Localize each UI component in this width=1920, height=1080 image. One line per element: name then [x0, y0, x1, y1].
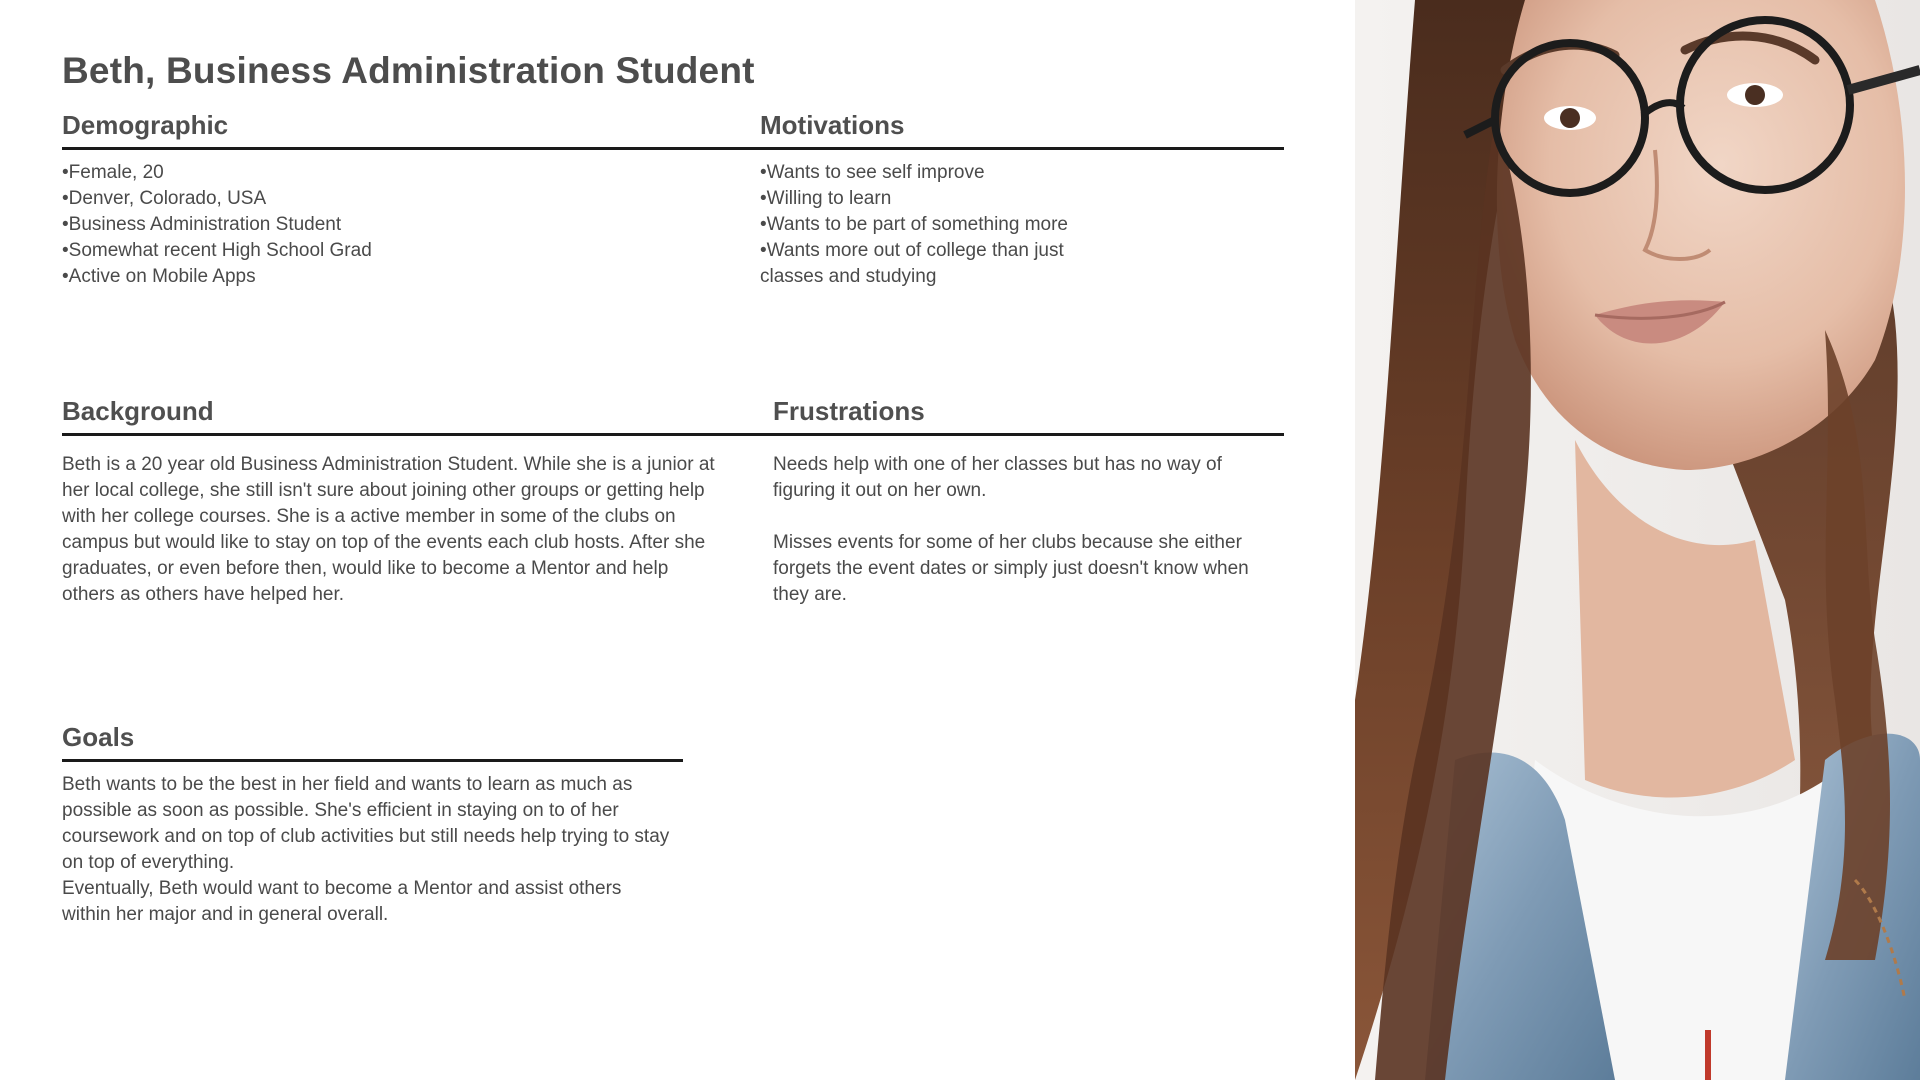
- goals-section: [62, 722, 683, 928]
- frustration-item: Misses events for some of her clubs because she either forgets the event dates or simply just doesn't know when they are.: [773, 532, 1249, 605]
- list-item: • Somewhat recent High School Grad: [62, 238, 760, 264]
- goals-heading: Goals: [62, 722, 683, 762]
- list-item: • Wants to see self improve: [760, 160, 1120, 186]
- demographic-heading: Demographic: [62, 110, 760, 150]
- goal-text: Beth wants to be the best in her field and wants to learn as much as possible as soon as possible. She's efficient in staying on to of her coursework and on top of club activities but still needs help trying to stay on top of everything.: [62, 774, 670, 873]
- persona-portrait-photo: [1355, 0, 1920, 1080]
- motivations-list: [760, 160, 1120, 290]
- goal-text: Eventually, Beth would want to become a Mentor and assist others within her major and in general overall.: [62, 878, 622, 925]
- motivations-heading: Motivations: [760, 110, 1284, 150]
- background-section: [62, 396, 773, 608]
- list-item: • Denver, Colorado, USA: [62, 186, 760, 212]
- frustration-item: Needs help with one of her classes but has no way of figuring it out on her own.: [773, 454, 1222, 501]
- page-title: Beth, Business Administration Student: [62, 50, 755, 91]
- list-item: • Wants to be part of something more: [760, 212, 1120, 238]
- frustrations-heading: Frustrations: [773, 396, 1284, 436]
- frustrations-section: [773, 396, 1284, 608]
- list-item: • Willing to learn: [760, 186, 1120, 212]
- list-item: • Active on Mobile Apps: [62, 264, 760, 290]
- list-item: • Female, 20: [62, 160, 760, 186]
- background-heading: Background: [62, 396, 773, 436]
- motivations-section: [760, 110, 1284, 290]
- list-item: • Business Administration Student: [62, 212, 760, 238]
- persona-portrait-photo-icon: [1355, 0, 1920, 1080]
- demographic-list: [62, 160, 760, 290]
- list-item: • Wants more out of college than just classes and studying: [760, 238, 1120, 290]
- demographic-section: [62, 110, 760, 290]
- background-text: Beth is a 20 year old Business Administration Student. While she is a junior at her local college, she still isn't sure about joining other groups or getting help with her college courses. She is a active member in some of the clubs on campus but would like to stay on top of the events each club hosts. After she graduates, or even before then, would like to become a Mentor and help others as others have helped her.: [62, 454, 715, 605]
